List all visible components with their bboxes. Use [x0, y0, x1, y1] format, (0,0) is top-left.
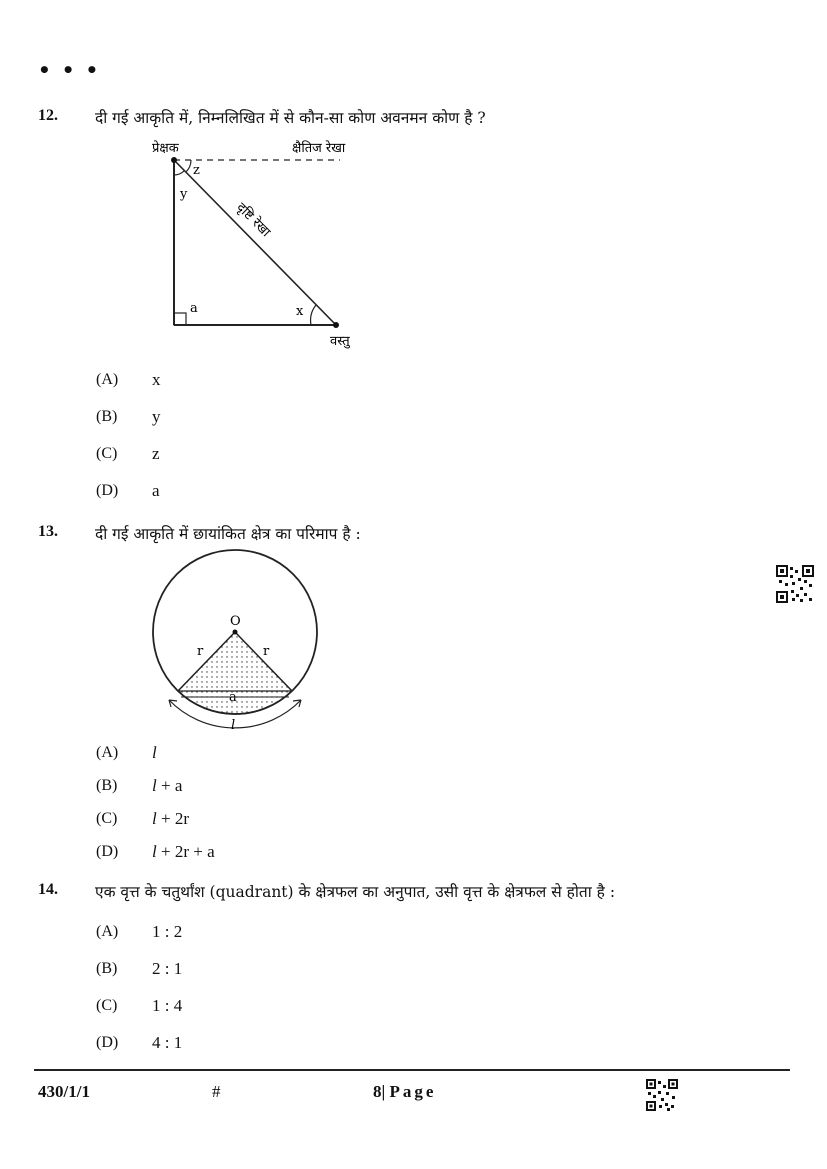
- angle-y-arc: [174, 171, 185, 176]
- q13-option-a-value: l: [152, 743, 157, 762]
- arc-label: l: [231, 718, 236, 733]
- object-point: [333, 322, 339, 328]
- header-dots: • • •: [38, 58, 101, 82]
- q12-option-d-letter: (D): [96, 482, 119, 499]
- line-of-sight-label: दृष्टि रेखा: [233, 200, 273, 241]
- angle-z-arc: [186, 160, 191, 172]
- q14-text: एक वृत्त के चतुर्थांश (quadrant) के क्षेत्रफल का अनुपात, उसी वृत्त के क्षेत्रफल से होता है :: [95, 883, 616, 901]
- angle-x-label: x: [296, 304, 304, 319]
- angle-y-label: y: [180, 187, 188, 202]
- q12-option-b-value: y: [152, 407, 161, 426]
- footer-page: 8| Page: [373, 1082, 437, 1101]
- qr-code-icon: [776, 565, 814, 603]
- center-label: O: [230, 614, 241, 629]
- q12-number: 12.: [38, 107, 58, 124]
- q13-figure: [145, 545, 330, 735]
- q13-text: दी गई आकृति में छायांकित क्षेत्र का परिमाप है :: [95, 525, 361, 543]
- radius-right-label: r: [263, 644, 270, 659]
- radius-left-label: r: [197, 644, 204, 659]
- right-angle-mark: [174, 313, 186, 325]
- observer-label: प्रेक्षक: [152, 141, 179, 156]
- line-of-sight: [174, 160, 336, 325]
- q12-option-b-letter: (B): [96, 408, 118, 425]
- q14-option-b-letter: (B): [96, 960, 118, 977]
- q14-option-a-value: 1 : 2: [152, 922, 183, 941]
- q12-option-c-letter: (C): [96, 445, 118, 462]
- q14-option-c-letter: (C): [96, 997, 118, 1014]
- center-point: [233, 630, 238, 635]
- object-label: वस्तु: [330, 334, 350, 349]
- q13-option-c-value: l + 2r: [152, 809, 189, 828]
- q12-option-c-value: z: [152, 444, 160, 463]
- q13-option-d-value: l + 2r + a: [152, 842, 215, 861]
- chord-label: a: [229, 690, 237, 705]
- horizontal-line-label: क्षैतिज रेखा: [292, 141, 346, 156]
- q12-text: दी गई आकृति में, निम्नलिखित में से कौन-सा कोण अवनमन कोण है ?: [95, 109, 486, 127]
- q12-figure: [140, 135, 380, 360]
- q14-option-b-value: 2 : 1: [152, 959, 183, 978]
- observer-point: [171, 157, 177, 163]
- q14-option-a-letter: (A): [96, 923, 119, 940]
- q12-option-d-value: a: [152, 481, 160, 500]
- angle-z-label: z: [193, 163, 200, 178]
- q13-option-c-letter: (C): [96, 810, 118, 827]
- footer-qr-code-icon: [646, 1079, 678, 1111]
- angle-x-arc: [311, 305, 316, 325]
- q12-option-a-value: x: [152, 370, 161, 389]
- q13-option-a-letter: (A): [96, 744, 119, 761]
- q14-option-d-value: 4 : 1: [152, 1033, 183, 1052]
- q13-option-d-letter: (D): [96, 843, 119, 860]
- q14-option-d-letter: (D): [96, 1034, 119, 1051]
- footer-code: 430/1/1: [38, 1082, 90, 1101]
- q14-option-c-value: 1 : 4: [152, 996, 183, 1015]
- q13-option-b-value: l + a: [152, 776, 183, 795]
- q12-option-a-letter: (A): [96, 371, 119, 388]
- q13-number: 13.: [38, 523, 58, 540]
- angle-a-label: a: [190, 301, 198, 316]
- footer-hash: #: [212, 1082, 221, 1101]
- q14-number: 14.: [38, 881, 58, 898]
- q13-option-b-letter: (B): [96, 777, 118, 794]
- footer-divider: [34, 1069, 790, 1071]
